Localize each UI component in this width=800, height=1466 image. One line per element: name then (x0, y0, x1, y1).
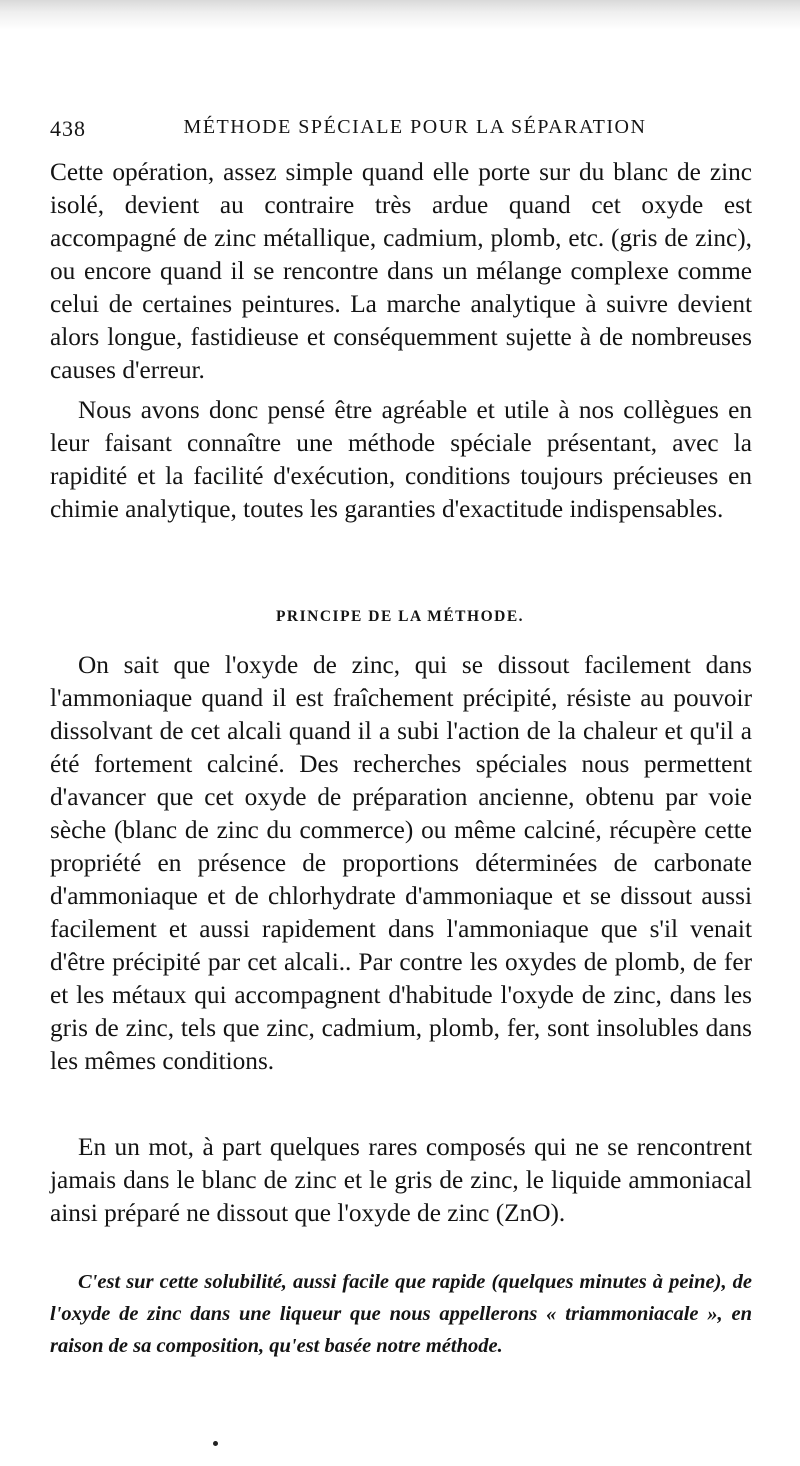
paragraph-block (50, 649, 752, 1078)
running-title: MÉTHODE SPÉCIALE POUR LA SÉPARATION (183, 116, 647, 138)
paragraph-block (50, 1266, 752, 1362)
body-paragraph: Nous avons donc pensé être agréable et utile à nos collègues en leur faisant connaître une méthode spéciale présentant, avec la rapidité et la facilité d'exécution, conditions toujours précieuses en chimie analytique, toutes les garanties d'exactitude indispensables. (50, 396, 752, 523)
body-paragraph: En un mot, à part quelques rares composés qui ne se rencontrent jamais dans le blanc de zinc et le gris de zinc, le liquide ammoniacal ainsi préparé ne dissout que l'oxyde de zinc (ZnO). (50, 1133, 752, 1227)
paragraph-block (50, 156, 752, 387)
body-paragraph: On sait que l'oxyde de zinc, qui se dissout facilement dans l'ammoniaque quand il est fraîchement précipité, résiste au pouvoir dissolvant de cet alcali quand il a subi l'action de la chaleur et qu'il a été fortement calciné. Des recherches spéciales nous permettent d'avancer que cet oxyde de préparation ancienne, obtenu par voie sèche (blanc de zinc du commerce) ou même calciné, récupère cette propriété en présence de proportions déterminées de carbonate d'ammoniaque et de chlorhydrate d'ammoniaque et se dissout aussi facilement et aussi rapidement dans l'ammoniaque que s'il venait d'être précipité par cet alcali.. Par contre les oxydes de plomb, de fer et les métaux qui accompagnent d'habitude l'oxyde de zinc, dans les gris de zinc, tels que zinc, cadmium, plomb, fer, sont insolubles dans les mêmes conditions. (50, 651, 752, 1075)
emphasis-paragraph: C'est sur cette solubilité, aussi facile que rapide (quelques minutes à peine), de l'oxyde de zinc dans une liqueur que nous appellerons « triammoniacale », en raison de sa composition, qu'est basée notre méthode. (50, 1271, 752, 1357)
page-number: 438 (50, 116, 86, 141)
ink-speck (213, 1441, 218, 1446)
running-header (50, 116, 750, 150)
page-top-shadow (0, 0, 800, 30)
paragraph-block (50, 394, 752, 526)
paragraph-block (50, 1131, 752, 1230)
section-heading: PRINCIPE DE LA MÉTHODE. (275, 608, 525, 625)
body-paragraph: Cette opération, assez simple quand elle porte sur du blanc de zinc isolé, devient au contraire très ardue quand cet oxyde est accompagné de zinc métallique, cadmium, plomb, etc. (gris de zinc), ou encore quand il se rencontre dans un mélange complexe comme celui de certaines peintures. La marche analytique à suivre devient alors longue, fastidieuse et conséquemment sujette à de nombreuses causes d'erreur. (50, 158, 752, 384)
